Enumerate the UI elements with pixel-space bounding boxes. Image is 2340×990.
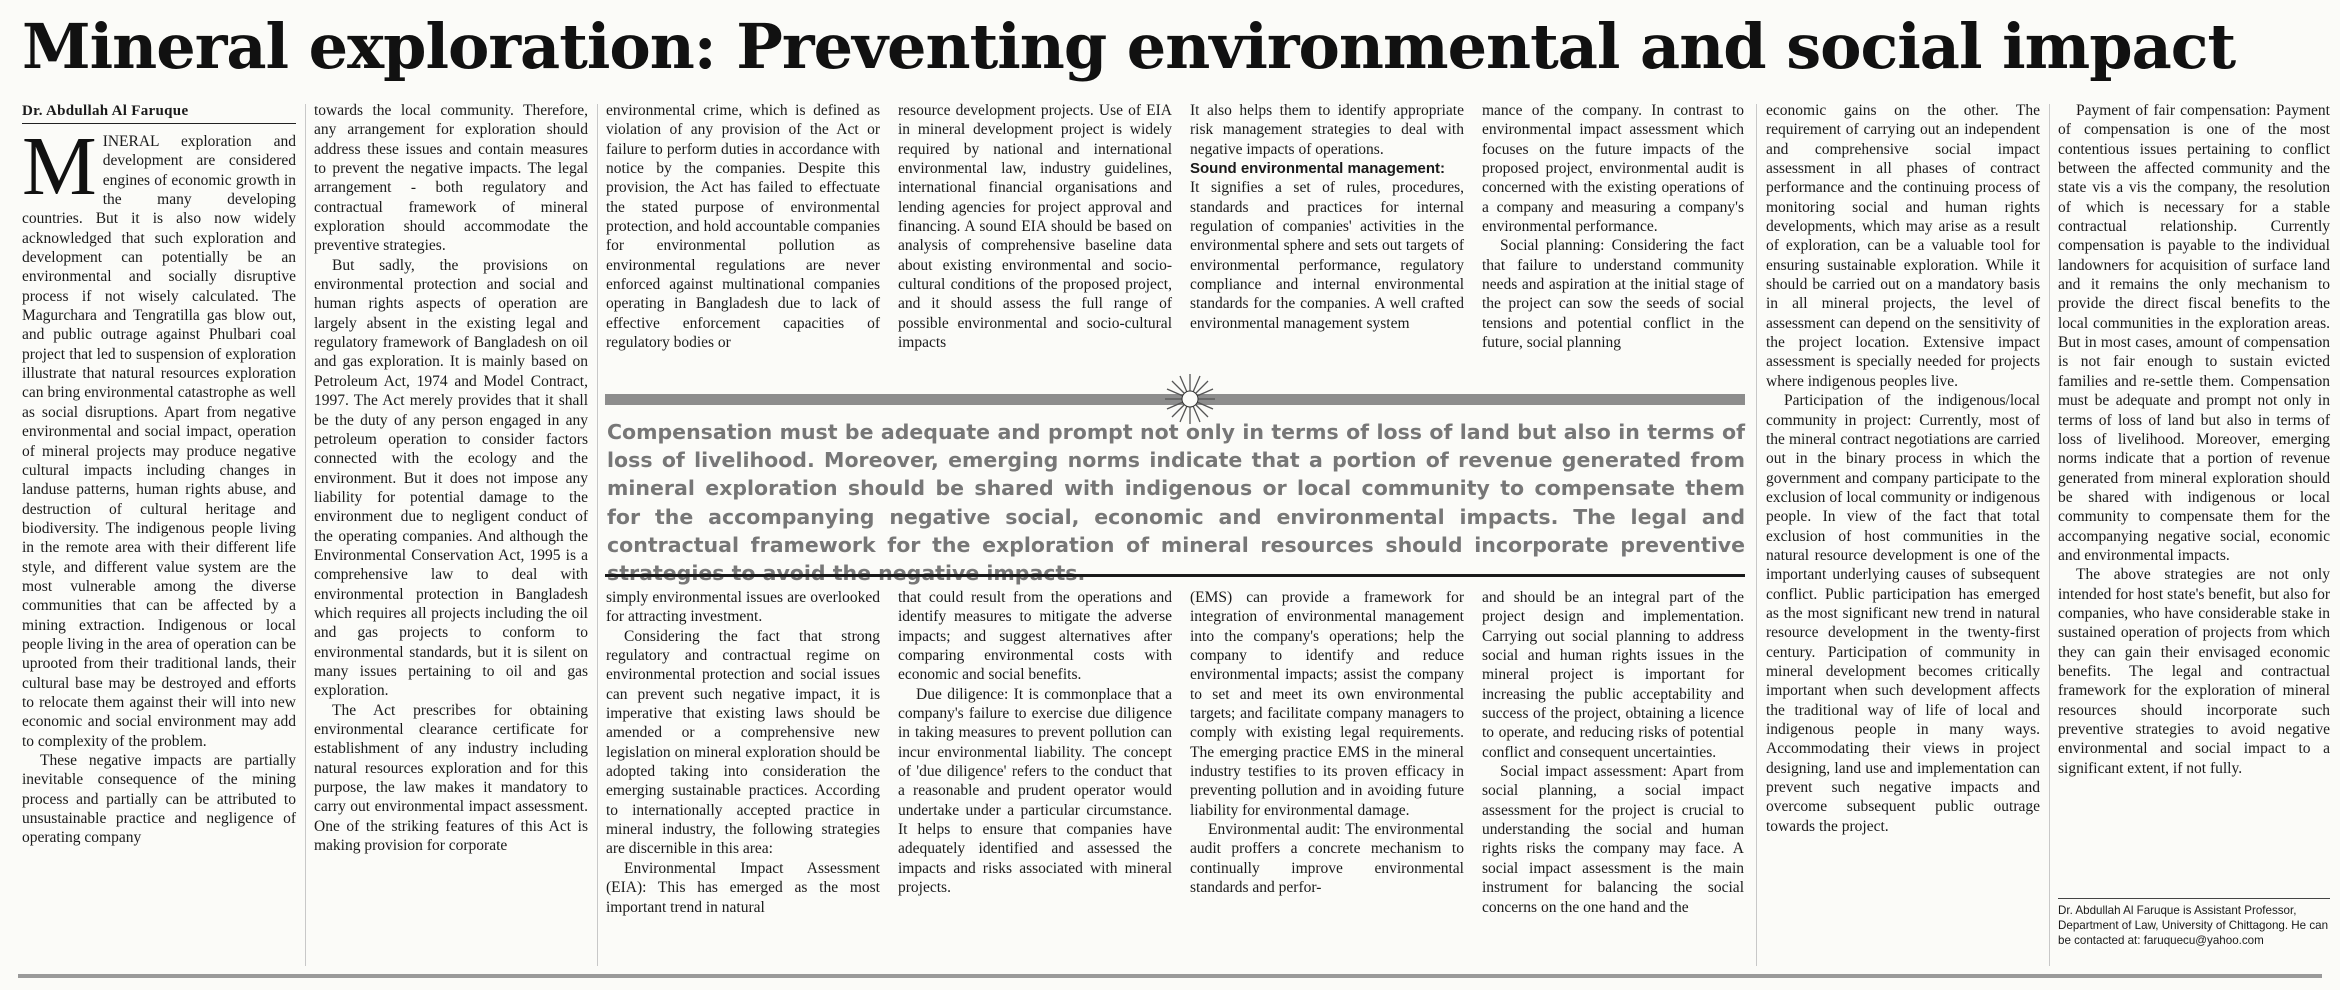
author-note: Dr. Abdullah Al Faruque is Assistant Professor, Department of Law, University of Chittagong. He can be contacted at: faruquecu@yahoo.com: [2058, 898, 2330, 963]
column-4-bottom: [898, 588, 1172, 970]
paragraph: The above strategies are not only intended for host state's benefit, but also for companies, who have considerable stake in sustained operation of projects from which they can gain their envisaged economic benefits. The legal and contractual framework for the exploration of mineral resources should incorporate such preventive strategies to avoid negative environmental and social impact to a significant extent, if not fully.: [2058, 566, 2330, 777]
paragraph: that could result from the operations and identify measures to mitigate the adverse impacts; and suggest alternatives after comparing environmental costs with economic and social benefits.: [898, 589, 1172, 684]
paragraph: and should be an integral part of the project design and implementation. Carrying out social planning to address social and human rights issues in the mineral project is important for increasing the public acceptability and success of the project, obtaining a licence to operate, and reducing risks of potential conflict and consequent uncertainties.: [1482, 589, 1744, 761]
column-divider: [305, 104, 306, 966]
paragraph: But sadly, the provisions on environmental protection and social and human rights aspects of operation are largely absent in the existing legal and regulatory framework of Bangladesh on oil and gas exploration. It is mainly based on Petroleum Act, 1974 and Model Contract, 1997. The Act merely provides that it shall be the duty of any person engaged in any petroleum operation to consider factors connected with the ecology and the environment. But it does not impose any liability for potential damage to the environment due to negligent conduct of the operating companies. And although the Environmental Conservation Act, 1995 is a comprehensive law to deal with environmental protection in Bangladesh which requires all projects including the oil and gas projects to conform to environmental standards, but it is silent on many issues pertaining to oil and gas exploration.: [314, 256, 588, 700]
paragraph: Participation of the indigenous/local community in project: Currently, most of the mineral contract negotiations are carried out in the binary process in which the government and company participate to the exclusion of local community or indigenous people. In view of the fact that total exclusion of host communities in the natural resource development is one of the important underlying causes of subsequent conflict. Public participation has emerged as the most significant new trend in natural resource development in the twenty-first century. Participation of community in mineral development becomes critically important when such development affects the traditional way of life of local and indigenous people in many ways. Accommodating their views in project designing, land use and implementation can prevent such negative impacts and overcome subsequent public outrage towards the project.: [1766, 392, 2040, 835]
paragraph: resource development projects. Use of EIA in mineral development project is widely required by national and international environmental law, industry guidelines, international financial organisations and lending agencies for project approval and financing. A sound EIA should be based on analysis of comprehensive baseline data about existing environmental and socio-cultural conditions of the proposed project, and it should assess the full range of possible environmental and socio-cultural impacts: [898, 102, 1172, 352]
paragraph: (EMS) can provide a framework for integration of environmental management into the company's operations; help the company to identify and reduce environmental impacts; assist the company to set and meet its own environmental targets; and facilitate company managers to comply with existing legal requirements. The emerging practice EMS in the mineral industry testifies to its proven efficacy in preventing pollution and in avoiding future liability for environmental damage.: [1190, 589, 1464, 819]
paragraph-text: It signifies a set of rules, procedures, standards and practices for internal regulation of companies' activities in the environmental sphere and sets out targets of environmental performance, regulatory compliance and internal environmental standards for the companies. A well crafted environmental management system: [1190, 179, 1464, 332]
lead-paragraph-text: INERAL exploration and development are considered engines of economic growth in the many developing countries. But it is also now widely acknowledged that such exploration and development can potentially be an environmental and socially disruptive process if not wisely calculated. The Magurchara and Tengratilla gas blow out, and public outrage against Phulbari coal project that led to suspension of exploration illustrate that natural resources exploration can bring environmental catastrophe as well as social disruptions. Apart from negative environmental and social impact, operation of mineral projects may produce negative cultural impacts including changes in landuse patterns, human rights abuse, and destruction of cultural heritage and biodiversity. The indigenous people living in the remote area with their different life style, and different value system are the most vulnerable among the diverse communities that can be affected by a mining extraction. Indigenous or local people living in the area of operation can be uprooted from their traditional lands, their cultural base may be destroyed and efforts to relocate them against their will into new economic and social environment may add to complexity of the problem.: [22, 133, 296, 750]
column-3-bottom: [606, 588, 880, 970]
paragraph: environmental crime, which is defined as violation of any provision of the Act or failure to perform duties in accordance with notice by the companies. Despite this provision, the Act has failed to effectuate the stated purpose of environmental protection, and hold accountable companies for environmental pollution as environmental regulations are never enforced against multinational companies operating in Bangladesh due to lack of effective enforcement capacities of regulatory bodies or: [606, 102, 880, 352]
paragraph: mance of the company. In contrast to environmental impact assessment which focuses on the future impacts of the proposed project, environmental audit is concerned with the existing operations of a company and measuring a company's environmental performance.: [1482, 102, 1744, 236]
page-bottom-rule: [18, 974, 2322, 978]
lead-paragraph: [22, 120, 296, 751]
column-divider: [597, 104, 598, 966]
pull-quote: Compensation must be adequate and prompt not only in terms of loss of land but also in terms of loss of livelihood. Moreover, emerging norms indicate that a portion of revenue generated from mineral exploration should be shared with indigenous or local community to compensate them for the accompanying negative social, economic and environmental impacts. The legal and contractual framework for the exploration of mineral resources should incorporate preventive: [607, 420, 1745, 557]
paragraph: Payment of fair compensation: Payment of compensation is one of the most contentious issues pertaining to conflict between the affected community and the state vis a vis the company, the resolution of which is necessary for a stable contractual relationship. Currently compensation is payable to the individual landowners for acquisition of surface land and it remains the only mechanism to provide the direct fiscal benefits to the local communities in the exploration areas. But in most cases, amount of compensation is not fair enough to sustain evicted families and re-settle them. Compensation must be adequate and prompt not only in terms of loss of land but also in terms of loss of livelihood. Moreover, emerging norms indicate that a portion of revenue generated from mineral exploration should be shared with indigenous or local community to compensate them for the accompanying negative social, economic and environmental impacts.: [2058, 102, 2330, 564]
column-5-top: [1190, 101, 1464, 387]
column-5-bottom: [1190, 588, 1464, 970]
drop-cap: M: [22, 120, 97, 213]
paragraph: simply environmental issues are overlooked for attracting investment.: [606, 589, 880, 626]
paragraph: Social impact assessment: Apart from social planning, a social impact assessment for the project is crucial to understanding the social and human rights risks the company may face. A social impact assessment is the main instrument for balancing the social concerns on the one hand and the: [1482, 763, 1744, 916]
column-divider: [2049, 104, 2050, 966]
paragraph: Environmental audit: The environmental audit proffers a concrete mechanism to continually improve environmental standards and perfor-: [1190, 821, 1464, 897]
paragraph: [1190, 159, 1464, 333]
headline: Mineral exploration: Preventing environmental and social impact: [22, 10, 2236, 83]
column-1: [22, 101, 296, 969]
column-6-bottom: [1482, 588, 1744, 970]
column-8: [2058, 101, 2330, 891]
byline: Dr. Abdullah Al Faruque: [22, 101, 296, 124]
paragraph: These negative impacts are partially inevitable consequence of the mining process and partially can be attributed to unsustainable practice and negligence of operating company: [22, 752, 296, 847]
paragraph: Due diligence: It is commonplace that a company's failure to exercise due diligence in taking measures to prevent pollution can incur environmental liability. The concept of 'due diligence' refers to the conduct that a reasonable and prudent operator would undertake under a particular circumstance. It helps to ensure that companies have adequately identified and assessed the impacts and risks associated with mineral projects.: [898, 685, 1172, 897]
column-2: [314, 101, 588, 969]
paragraph: economic gains on the other. The requirement of carrying out an independent and comprehensive social impact assessment in all phases of contract performance and the continuing process of monitoring social and human rights developments, which may arise as a result of exploration, can be a valuable tool for ensuring sustainable exploration. While it should be carried out on a mandatory basis in all mineral projects, the level of assessment can depend on the sensitivity of the project location. Extensive impact assessment is specially needed for projects where indigenous peoples live.: [1766, 102, 2040, 390]
column-6-top: [1482, 101, 1744, 387]
column-3-top: [606, 101, 880, 387]
paragraph: The Act prescribes for obtaining environmental clearance certificate for establishment of any industry including natural resources exploration and for this purpose, the law makes it mandatory to carry out environmental impact assessment. One of the striking features of this Act is making provision for corporate: [314, 701, 588, 855]
subhead: Sound environmental management:: [1190, 160, 1446, 178]
paragraph: towards the local community. Therefore, any arrangement for exploration should address these issues and contain measures to prevent the negative impacts. The legal arrangement - both regulatory and contractual framework of mineral exploration should accommodate the preventive strategies.: [314, 102, 588, 255]
column-divider: [1756, 104, 1757, 966]
paragraph: Social planning: Considering the fact that failure to understand community needs and aspiration at the initial stage of the project can sow the seeds of social tensions and potential conflict in the future, social planning: [1482, 237, 1744, 352]
paragraph: Considering the fact that strong regulatory and contractual regime on environmental protection and social issues can prevent such negative impact, it is imperative that existing laws should be amended or a comprehensive new legislation on mineral exploration should be adopted taking into consideration the emerging sustainable practices. According to internationally accepted practice in mineral industry, the following strategies are discernible in this area:: [606, 627, 880, 858]
pullquote-bottom-rule: [605, 574, 1745, 577]
paragraph: It also helps them to identify appropriate risk management strategies to deal with negative impacts of operations.: [1190, 102, 1464, 158]
paragraph: Environmental Impact Assessment (EIA): This has emerged as the most important trend in natural: [606, 859, 880, 916]
column-7: [1766, 101, 2040, 969]
column-4-top: [898, 101, 1172, 387]
